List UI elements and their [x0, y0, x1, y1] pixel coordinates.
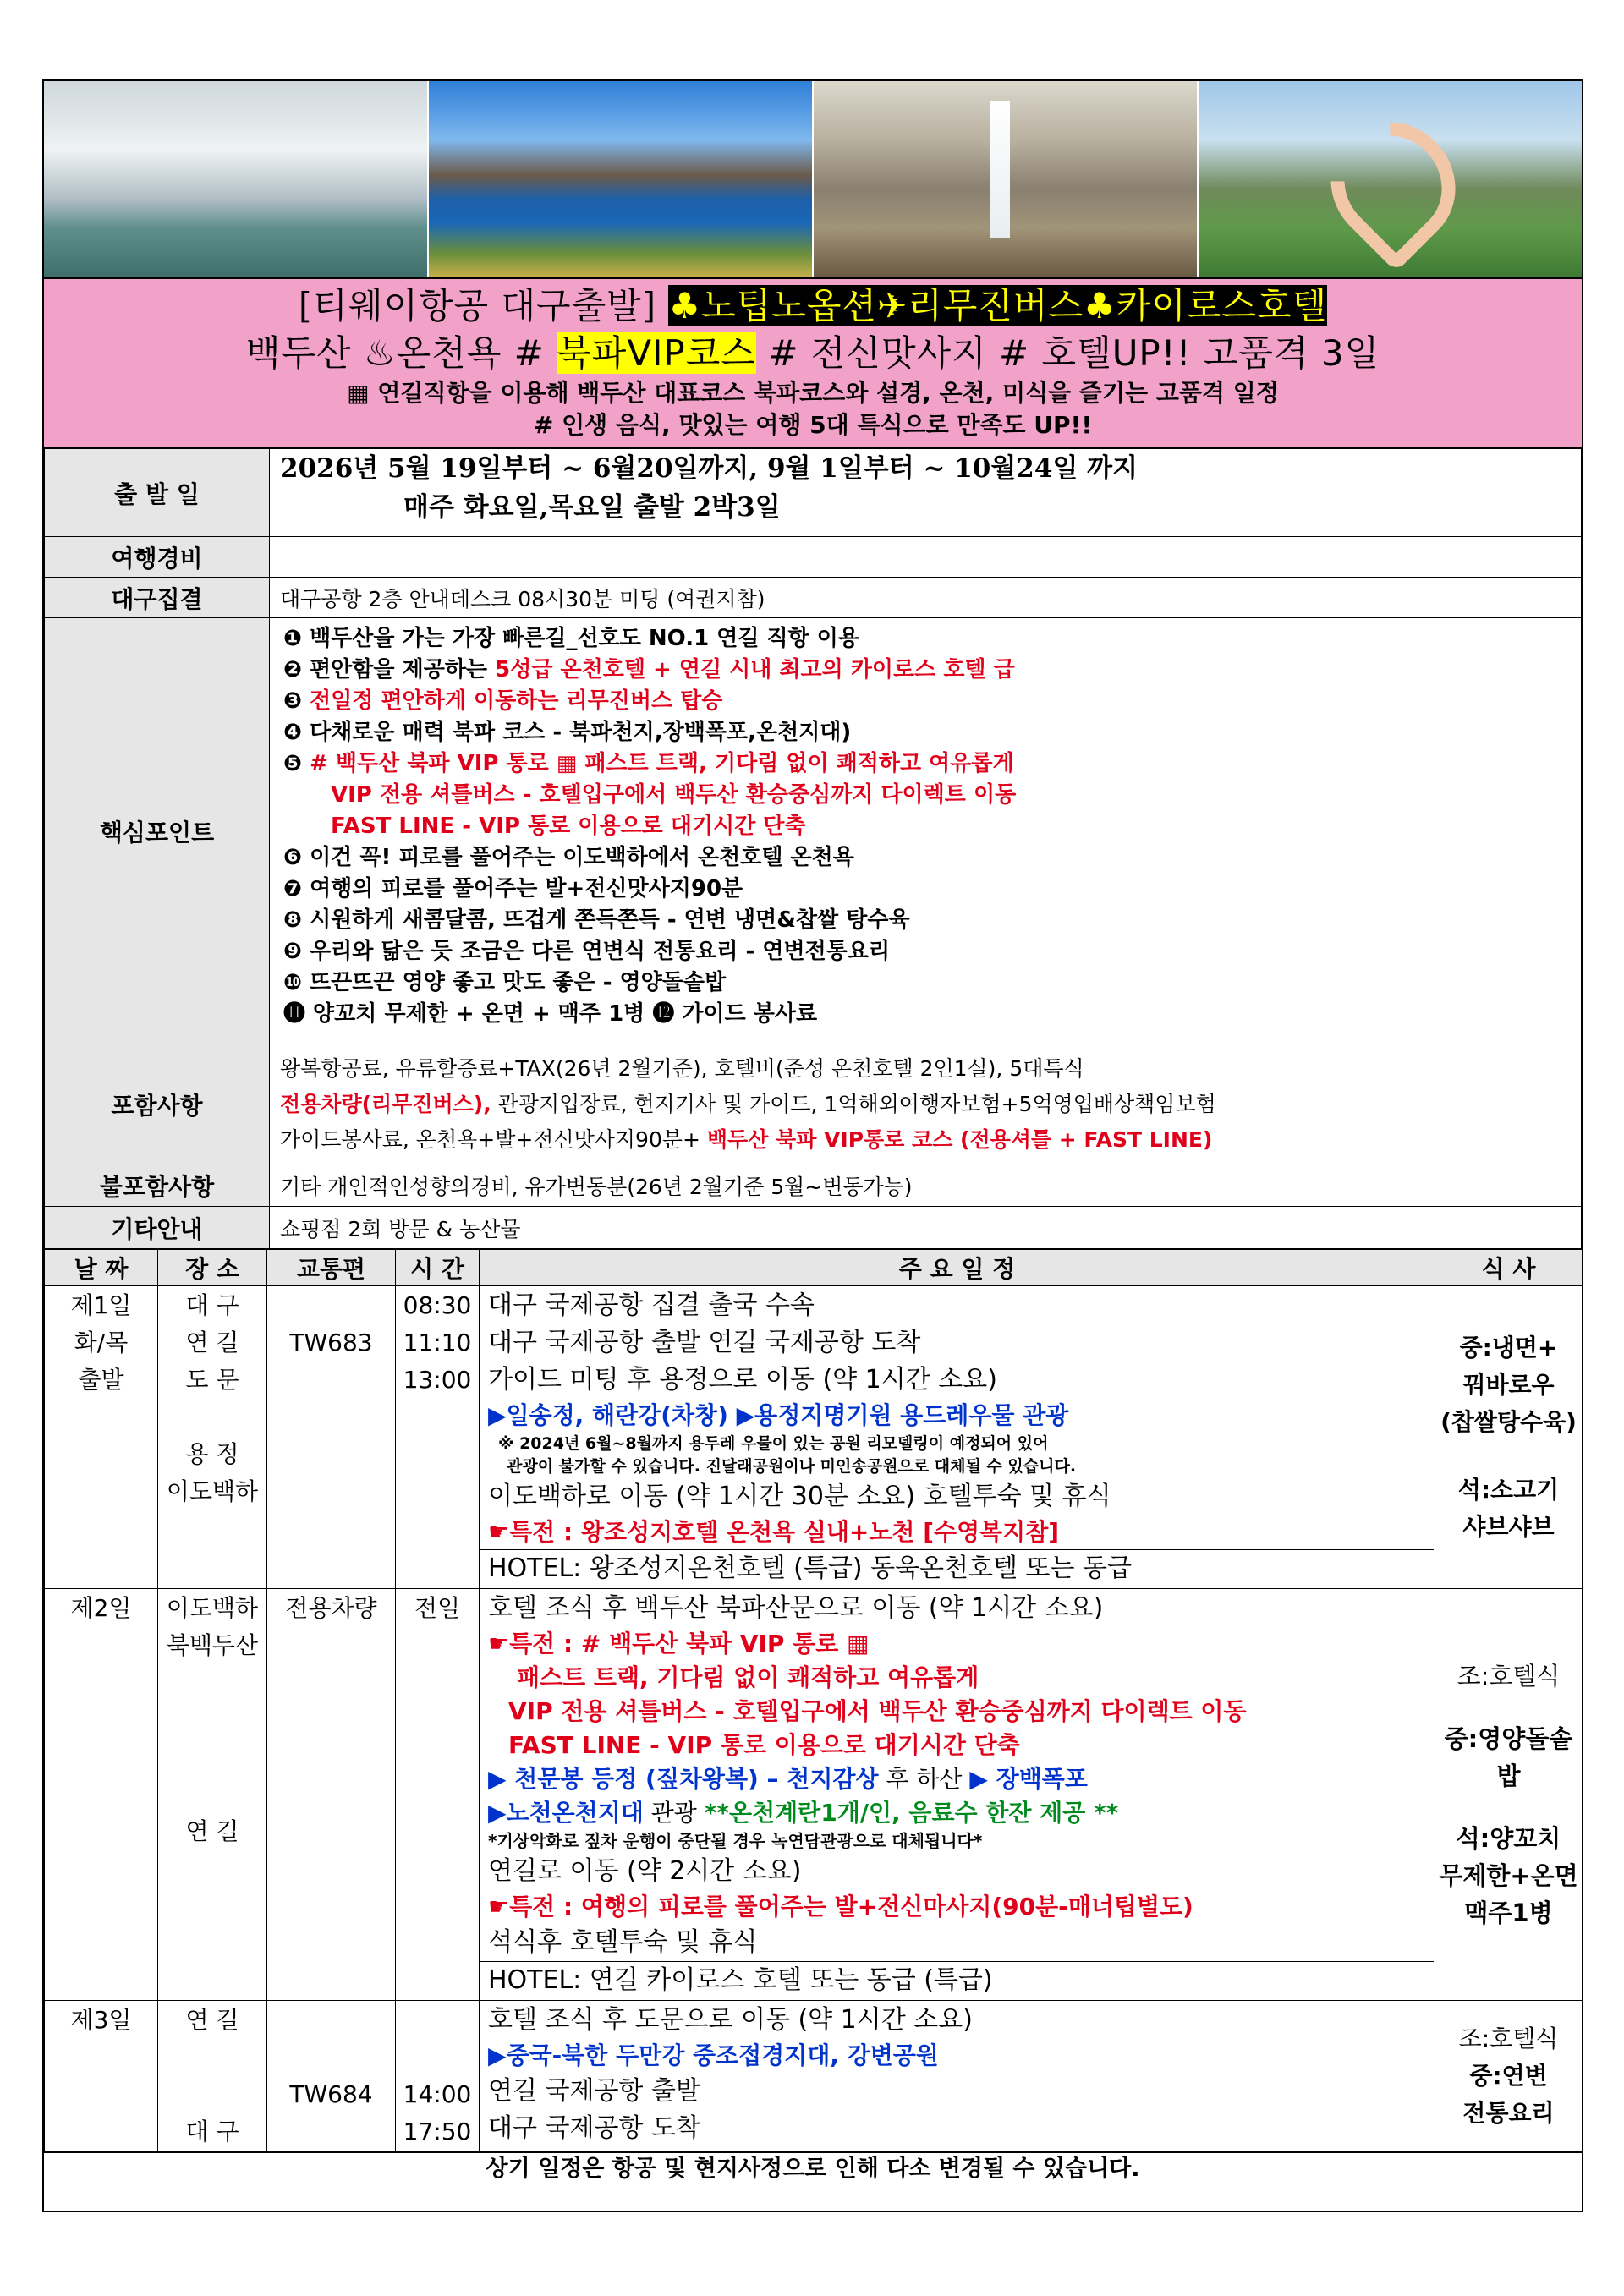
depart-dates: 2026년 5월 19일부터 ~ 6월20일까지, 9월 1일부터 ~ 10월24일 까지: [280, 453, 1138, 484]
title-part-a: 백두산 ♨온천욕 #: [245, 332, 557, 374]
point-2: ❷ 편안함을 제공하는 5성급 온천호텔 + 연길 시내 최고의 카이로스 호텔 급: [283, 657, 1015, 682]
day-3-place: 연 길 대 구: [158, 2001, 267, 2152]
day-1-itinerary: 대구 국제공항 집결 출국 수속 대구 국제공항 출발 연길 국제공항 도착 가이드 미팅 후 용정으로 이동 (약 1시간 소요) ▶일송정, 해란강(차창) ▶용정지명기원 용드레우물 관광 ※ 2024년 6월~8월까지 용두레 우물이 있는 공원 리모델링이 예정되어 있어 관광이 불가할 수 있습니다. 진달래공원이나 미인송공원으로 대체될 수 있습니다. 이도백하로 이동 (약 1시간 30분 소요) 호텔투숙 및 휴식 ☛특전 : 왕조성지호텔 온천욕 실내+노천 [수영복지참] HOTEL: 왕조성지온천호텔 (특급) 동욱온천호텔 또는 동급: [480, 1286, 1435, 1589]
day-2-row: [45, 1589, 1583, 2001]
cost-value: [270, 537, 1582, 578]
title-part-b: # 전신맛사지 # 호텔UP!! 고품격 3일: [755, 332, 1380, 374]
etc-value: 쇼핑점 2회 방문 & 농산물: [270, 1207, 1582, 1249]
point-8: ❽ 시원하게 새콤달콤, 뜨겁게 쫀득쫀득 - 연변 냉면&찹쌀 탕수육: [283, 907, 910, 933]
waterfall-photo: [814, 81, 1199, 277]
title-banner: [44, 279, 1582, 448]
header-place: 장 소: [158, 1250, 267, 1286]
title-highlight-1: ♣노팁노옵션✈리무진버스♣카이로스호텔: [668, 285, 1328, 326]
day-3-itinerary: 호텔 조식 후 도문으로 이동 (약 1시간 소요) ▶중국-북한 두만강 중조접경지대, 강변공원 연길 국제공항 출발 대구 국제공항 도착: [480, 2001, 1435, 2152]
title-airline: [티웨이항공 대구출발]: [298, 285, 669, 326]
photo-strip: [44, 81, 1582, 279]
day-3-meal: 조:호텔식 중:연변 전통요리: [1435, 2001, 1583, 2152]
day-1-hotel: HOTEL: 왕조성지온천호텔 (특급) 동욱온천호텔 또는 동급: [480, 1549, 1434, 1587]
header-itinerary: 주 요 일 정: [480, 1250, 1435, 1286]
points-list: [270, 618, 1582, 1044]
info-table: [44, 448, 1582, 1249]
cost-label: 여행경비: [45, 537, 270, 578]
day-2-itinerary: 호텔 조식 후 백두산 북파산문으로 이동 (약 1시간 소요) ☛특전 : # 백두산 북파 VIP 통로 ▦ 패스트 트랙, 기다림 없이 쾌적하고 여유롭게 VIP 전용 셔틀버스 - 호텔입구에서 백두산 환승중심까지 다이렉트 이동 FAST LINE - VIP 통로 이용으로 대기시간 단축 ▶ 천문봉 등정 (짚차왕복) – 천지감상 후 하산 ▶ 장백폭포 ▶노천온천지대 관광 **온천계란1개/인, 음료수 한잔 제공 ** *기상악화로 짚차 운행이 중단될 경우 녹연담관광으로 대체됩니다* 연길로 이동 (약 2시간 소요) ☛특전 : 여행의 피로를 풀어주는 발+전신마사지(90분-매너팁별도) 석식후 호텔투숙 및 휴식 HOTEL: 연길 카이로스 호텔 또는 동급 (특급): [480, 1589, 1435, 2001]
day-3-date: 제3일: [45, 2001, 158, 2152]
title-line-1: [44, 282, 1582, 330]
day-1-place: 대 구 연 길 도 문 용 정 이도백하: [158, 1286, 267, 1589]
day-1-meal: 중:냉면+ 꿔바로우 (찹쌀탕수육) 석:소고기 샤브샤브: [1435, 1286, 1583, 1589]
day-3-row: [45, 2001, 1583, 2152]
point-5: ❺ # 백두산 북파 VIP 통로 ▦ 패스트 트랙, 기다림 없이 쾌적하고 여유롭게: [283, 751, 1014, 776]
excl-value: 기타 개인적인성향의경비, 유가변동분(26년 2월기준 5월~변동가능): [270, 1164, 1582, 1207]
footer-note: 상기 일정은 항공 및 현지사정으로 인해 다소 변경될 수 있습니다.: [44, 2152, 1582, 2185]
day-2-hotel: HOTEL: 연길 카이로스 호텔 또는 동급 (특급): [480, 1961, 1434, 1999]
point-4: ❹ 다채로운 매력 북파 코스 - 북파천지,장백폭포,온천지대): [283, 720, 852, 745]
day-2-time: 전일: [396, 1589, 480, 2001]
day-2-date: 제2일: [45, 1589, 158, 2001]
meet-label: 대구집결: [45, 578, 270, 618]
day-1-row: [45, 1286, 1583, 1589]
day-1-date: 제1일 화/목 출발: [45, 1286, 158, 1589]
title-highlight-2: 북파VIP코스: [557, 332, 756, 374]
day-3-time: 14:00 17:50: [396, 2001, 480, 2152]
meet-value: 대구공항 2층 안내데스크 08시30분 미팅 (여권지참): [270, 578, 1582, 618]
brochure-sheet: [42, 79, 1583, 2212]
snow-lake-photo: [44, 81, 429, 277]
schedule-table: [44, 1249, 1583, 2152]
excl-label: 불포함사항: [45, 1164, 270, 1207]
depart-label: 출 발 일: [45, 449, 270, 537]
header-date: 날 짜: [45, 1250, 158, 1286]
point-3: ❸ 전일정 편안하게 이동하는 리무진버스 탑승: [283, 688, 723, 714]
day-1-time: 08:30 11:10 13:00: [396, 1286, 480, 1589]
subtitle-2: # 인생 음식, 맛있는 여행 5대 특식으로 만족도 UP!!: [533, 411, 1093, 439]
point-1: ❶ 백두산을 가는 가장 빠른길_선호도 NO.1 연길 직항 이용: [283, 626, 860, 651]
header-transport: 교통편: [267, 1250, 396, 1286]
point-5-detail-2: FAST LINE - VIP 통로 이용으로 대기시간 단축: [331, 814, 806, 839]
point-10: ❿ 뜨끈뜨끈 영양 좋고 맛도 좋은 - 영양돌솥밥: [283, 970, 727, 995]
etc-label: 기타안내: [45, 1207, 270, 1249]
point-5-detail-1: VIP 전용 셔틀버스 - 호텔입구에서 백두산 환승중심까지 다이렉트 이동: [331, 782, 1017, 808]
point-7: ❼ 여행의 피로를 풀어주는 발+전신맛사지90분: [283, 876, 743, 901]
title-line-2: [44, 330, 1582, 377]
point-6: ❻ 이건 꼭! 피로를 풀어주는 이도백하에서 온천호텔 온천욕: [283, 845, 854, 870]
depart-days: 매주 화요일,목요일 출발 2박3일: [403, 492, 781, 523]
day-2-meal: 조:호텔식 중:영양돌솥밥 석:양꼬치 무제한+온면 맥주1병: [1435, 1589, 1583, 2001]
day-2-transport: 전용차량: [267, 1589, 396, 2001]
incl-value: 왕복항공료, 유류할증료+TAX(26년 2월기준), 호텔비(준성 온천호텔 2인1실), 5대특식 전용차량(리무진버스), 관광지입장료, 현지기사 및 가이드, 1억해외여행자보험+5억영업배상책임보험 가이드봉사료, 온천욕+발+전신맛사지90분+ 백두산 북파 VIP통로 코스 (전용셔틀 + FAST LINE): [270, 1044, 1582, 1164]
header-meal: 식 사: [1435, 1250, 1583, 1286]
heart-hands-photo: [1199, 81, 1582, 277]
day-2-place: 이도백하 북백두산 연 길: [158, 1589, 267, 2001]
points-label: 핵심포인트: [45, 618, 270, 1044]
point-11: ⓫ 양꼬치 무제한 + 온면 + 맥주 1병 ⓬ 가이드 봉사료: [283, 1001, 818, 1027]
subtitle-1: ▦ 연길직항을 이용해 백두산 대표코스 북파코스와 설경, 온천, 미식을 즐기는 고품격 일정: [347, 379, 1279, 407]
day-1-transport: TW683: [267, 1286, 396, 1589]
header-time: 시 간: [396, 1250, 480, 1286]
point-9: ❾ 우리와 닮은 듯 조금은 다른 연변식 전통요리 - 연변전통요리: [283, 939, 891, 964]
day-3-transport: TW684: [267, 2001, 396, 2152]
incl-label: 포함사항: [45, 1044, 270, 1164]
heaven-lake-photo: [429, 81, 814, 277]
